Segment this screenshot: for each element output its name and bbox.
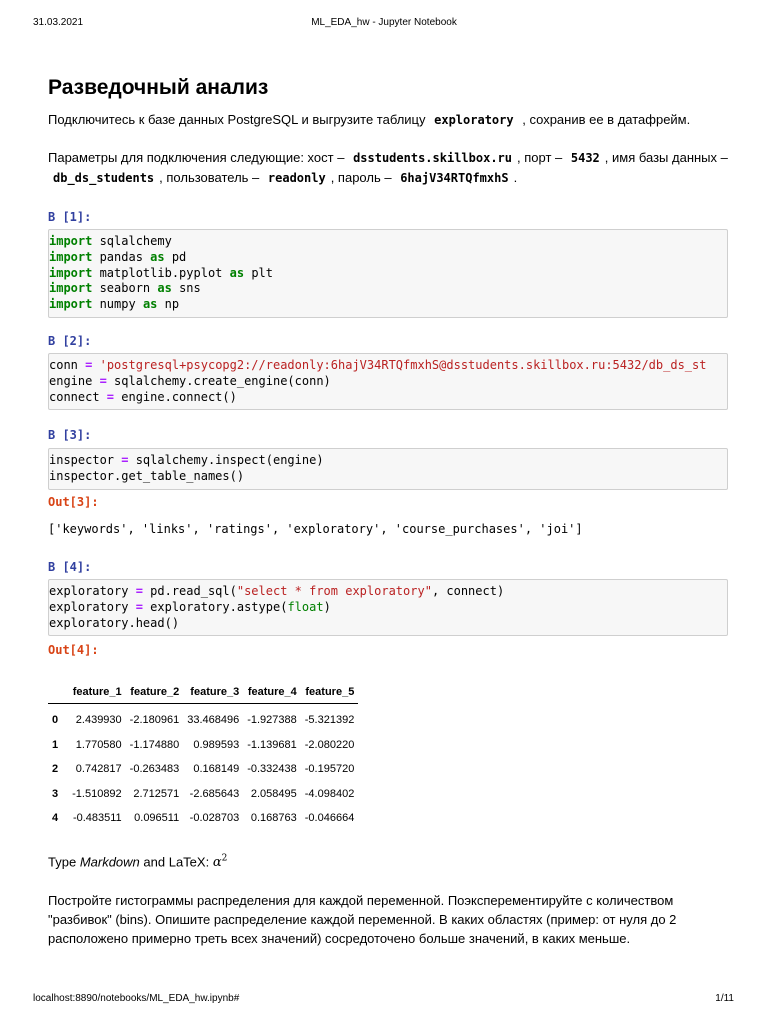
cell-2-code[interactable]: [48, 353, 728, 410]
cell-4-output-prompt: Out[4]:: [48, 643, 99, 657]
code-block: [49, 234, 727, 313]
cell-3-code[interactable]: [48, 448, 728, 490]
table-cell: -0.483511: [72, 812, 122, 825]
code-keyword: import: [49, 265, 93, 280]
code-token: sqlalchemy.create_engine(conn): [106, 373, 331, 388]
print-url: localhost:8890/notebooks/ML_EDA_hw.ipynb#: [33, 993, 240, 1004]
table-row: [48, 806, 358, 831]
code-token: numpy: [92, 297, 143, 312]
table-cell: -0.332438: [247, 763, 297, 776]
code-token: exploratory.astype(: [142, 599, 288, 614]
table-cell: 2.058495: [250, 787, 297, 800]
text: Параметры для подключения следующие: хост –: [48, 150, 345, 165]
text: .: [513, 170, 518, 185]
table-cell: -0.028703: [189, 812, 240, 825]
code-token: sqlalchemy: [92, 234, 172, 248]
text: and LaTeX:: [143, 854, 210, 870]
cell-1-input-prompt: В [1]:: [48, 210, 92, 224]
code-string: 'postgresql+psycopg2://readonly:6hajV34RTQfmxhS@dsstudents.skillbox.ru:5432/db_ds_st: [99, 358, 707, 372]
code-token: sqlalchemy.inspect(engine): [128, 453, 324, 467]
table-header-cell: feature_3: [183, 681, 243, 704]
table-header-cell: feature_1: [68, 681, 126, 704]
markdown-emphasis: Markdown: [79, 854, 140, 870]
section-heading: Разведочный анализ: [48, 76, 269, 99]
table-header-cell: feature_2: [126, 681, 184, 704]
db-code: db_ds_students: [53, 171, 155, 185]
table-cell: -2.180961: [129, 714, 180, 727]
row-index: 2: [52, 763, 59, 776]
instruction-paragraph: [48, 110, 690, 130]
code-token: exploratory: [49, 584, 136, 598]
code-token: inspector: [49, 453, 122, 467]
cell-1-code[interactable]: [48, 229, 728, 318]
host-code: dsstudents.skillbox.ru: [353, 151, 513, 165]
table-cell: -2.685643: [189, 787, 240, 800]
print-header: [0, 17, 768, 31]
code-operator: =: [99, 373, 107, 388]
table-cell: -0.046664: [304, 812, 355, 825]
markdown-example-paragraph: [48, 850, 227, 872]
table-cell: -1.510892: [72, 787, 122, 800]
code-token: sns: [171, 281, 201, 296]
code-builtin: float: [287, 599, 324, 614]
table-header-cell: feature_4: [243, 681, 301, 704]
code-token: ): [323, 599, 331, 614]
cell-4-input-prompt: В [4]:: [48, 560, 92, 574]
table-header-cell: [48, 681, 68, 704]
code-block: [49, 453, 727, 485]
connection-params-paragraph: [48, 148, 738, 188]
code-operator: =: [121, 453, 129, 467]
inline-code: exploratory: [434, 113, 514, 127]
print-title: ML_EDA_hw - Jupyter Notebook: [311, 17, 457, 28]
code-keyword: as: [229, 265, 245, 280]
text: , пользователь –: [159, 170, 260, 185]
code-keyword: import: [49, 281, 93, 296]
code-token: pd: [164, 249, 187, 264]
cell-2-input-prompt: В [2]:: [48, 334, 92, 348]
code-keyword: import: [49, 297, 93, 312]
code-token: pandas: [92, 249, 151, 264]
table-cell: -1.139681: [247, 738, 297, 751]
code-keyword: import: [49, 249, 93, 264]
table-cell: 0.742817: [75, 763, 122, 776]
row-index: 0: [52, 714, 59, 727]
cell-3-output: ['keywords', 'links', 'ratings', 'exploratory', 'course_purchases', 'joi']: [48, 522, 583, 536]
code-token: exploratory: [49, 599, 136, 614]
table-row: [48, 704, 358, 733]
code-token: inspector.get_table_names(): [49, 468, 245, 483]
table-header-row: [48, 681, 358, 704]
code-keyword: as: [157, 281, 172, 296]
code-token: matplotlib.pyplot: [92, 265, 230, 280]
password-code: 6hajV34RTQfmxhS: [400, 171, 509, 185]
code-operator: =: [85, 358, 93, 372]
table-row: [48, 733, 358, 758]
table-cell: -5.321392: [304, 714, 355, 727]
table-row: [48, 782, 358, 807]
code-keyword: as: [150, 249, 165, 264]
table-cell: 2.439930: [75, 714, 122, 727]
table-cell: 2.712571: [133, 787, 180, 800]
code-operator: =: [106, 389, 115, 404]
cell-4-code[interactable]: [48, 579, 728, 636]
table-cell: 0.168149: [193, 763, 240, 776]
text: , сохранив ее в датафрейм.: [522, 112, 691, 127]
row-index: 4: [52, 812, 59, 825]
table-cell: -1.927388: [247, 714, 297, 727]
table-cell: 0.168763: [250, 812, 297, 825]
table-cell: 33.468496: [187, 714, 240, 727]
code-token: connect: [49, 389, 107, 404]
code-block: [49, 358, 727, 405]
code-token: [92, 358, 99, 372]
text: Подключитесь к базе данных PostgreSQL и выгрузите таблицу: [48, 112, 426, 127]
row-index: 1: [52, 738, 59, 751]
code-block: [49, 584, 727, 631]
table-cell: -2.080220: [304, 738, 355, 751]
table-cell: -4.098402: [304, 787, 355, 800]
table-cell: 1.770580: [75, 738, 122, 751]
latex-alpha: [213, 855, 228, 870]
port-code: 5432: [570, 151, 600, 165]
code-token: engine.connect(): [114, 389, 237, 404]
task-paragraph: Постройте гистограммы распределения для каждой переменной. Поэксперементируйте с количеством "разбивок" (bins). Опишите распределение каждой переменной. В каких областях (пример: от нуля до 2 расположено примерно треть всех значений) сосредоточено больше значений, в каких меньше.: [48, 893, 677, 946]
code-token: conn: [49, 358, 86, 372]
table-row: [48, 757, 358, 782]
row-index: 3: [52, 787, 59, 800]
code-token: np: [157, 297, 180, 312]
table-cell: 0.096511: [134, 812, 180, 825]
print-date: 31.03.2021: [33, 17, 84, 28]
cell-3-input-prompt: В [3]:: [48, 428, 92, 442]
code-token: engine: [49, 373, 100, 388]
text: Type: [48, 854, 77, 870]
math-symbol: α: [212, 855, 222, 871]
code-keyword: import: [49, 234, 93, 248]
code-token: seaborn: [92, 281, 158, 296]
text: , порт –: [517, 150, 563, 165]
text: , имя базы данных –: [604, 150, 728, 165]
dataframe-table: [48, 681, 358, 831]
code-string: "select * from exploratory": [236, 584, 432, 598]
page-number: 1/11: [715, 993, 734, 1004]
table-cell: 0.989593: [193, 738, 240, 751]
table-header-cell: feature_5: [301, 681, 359, 704]
table-cell: -0.263483: [129, 763, 180, 776]
text: , пароль –: [330, 170, 392, 185]
code-operator: =: [135, 584, 143, 598]
table-cell: -1.174880: [129, 738, 180, 751]
code-operator: =: [135, 599, 143, 614]
cell-3-output-prompt: Out[3]:: [48, 495, 99, 509]
code-token: pd.read_sql(: [142, 584, 237, 598]
code-token: exploratory.head(): [49, 615, 180, 630]
table-cell: -0.195720: [304, 763, 355, 776]
code-token: , connect): [431, 584, 505, 598]
math-superscript: 2: [221, 854, 228, 864]
code-keyword: as: [142, 297, 158, 312]
user-code: readonly: [267, 171, 326, 185]
code-token: plt: [244, 265, 273, 280]
